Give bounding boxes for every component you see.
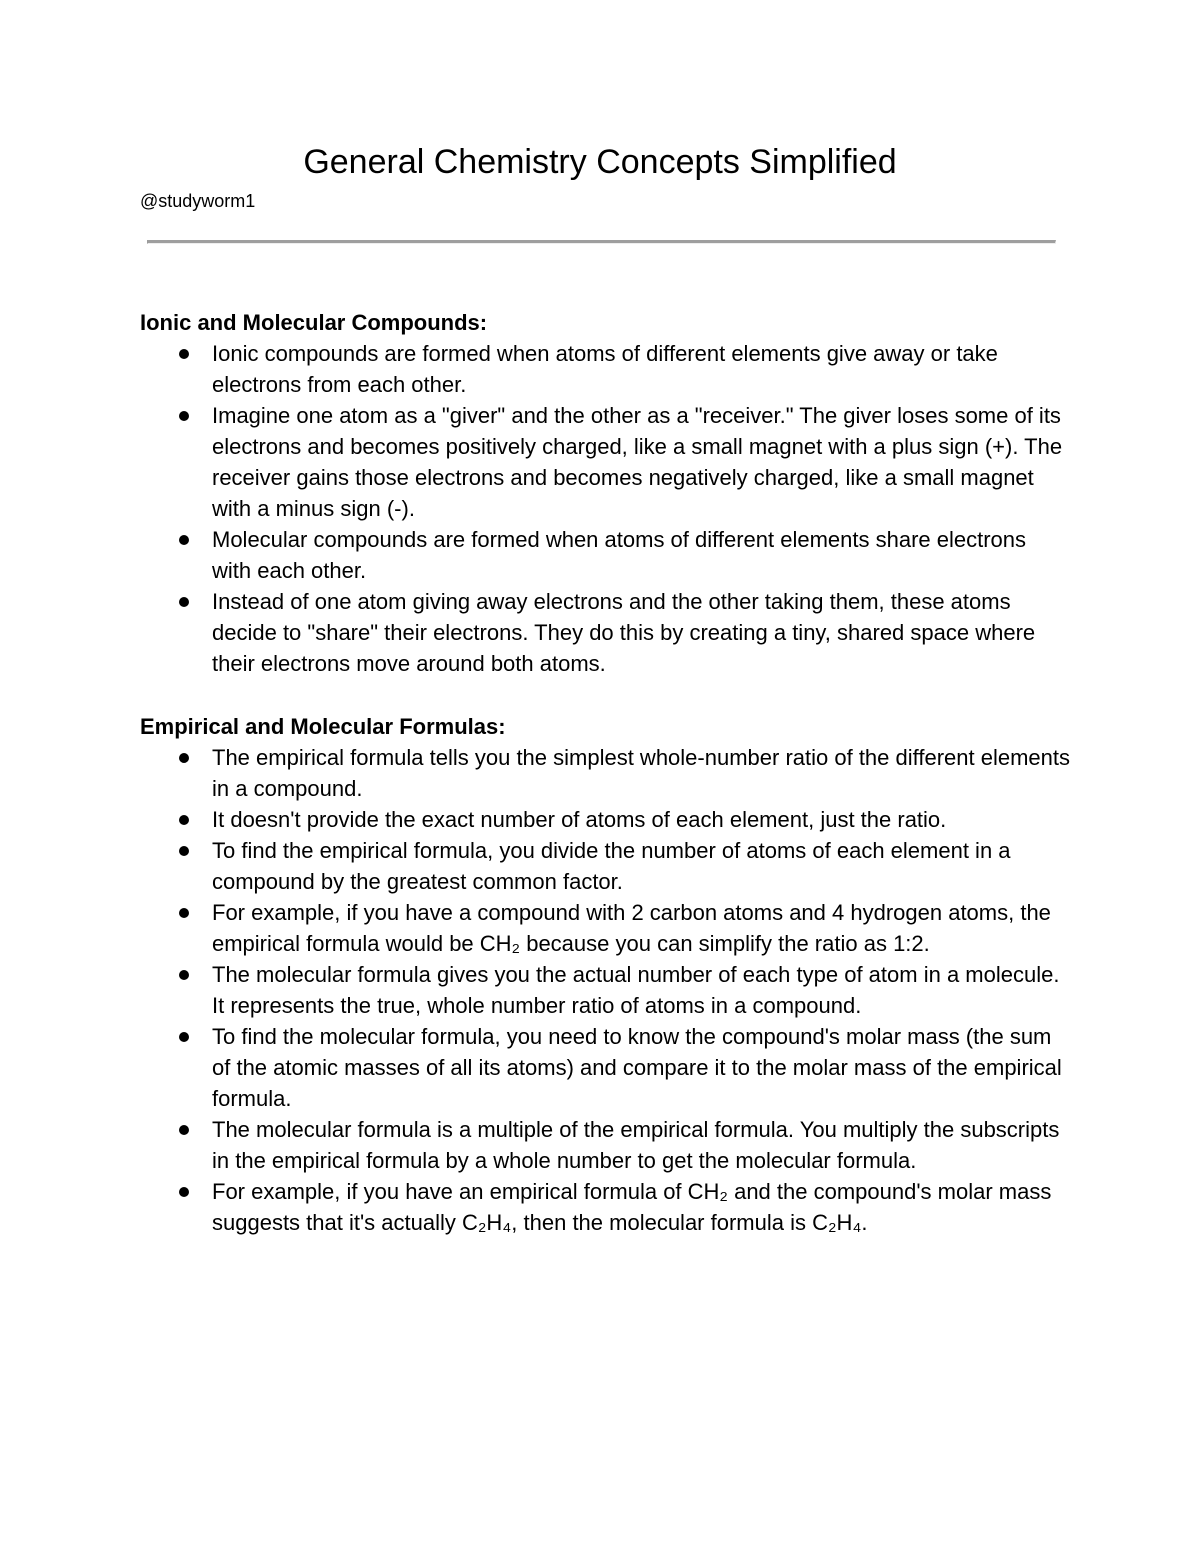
bullet-list	[140, 742, 1070, 1238]
section-empirical-molecular-formulas	[140, 711, 1070, 1238]
bullet-icon	[179, 846, 189, 856]
list-item	[140, 1176, 1070, 1238]
list-item-text: The empirical formula tells you the simplest whole-number ratio of the different elements in a compound.	[212, 745, 1070, 801]
section-heading: Ionic and Molecular Compounds:	[140, 310, 488, 335]
bullet-list	[140, 338, 1070, 679]
document-title: General Chemistry Concepts Simplified	[303, 143, 897, 181]
bullet-icon	[179, 597, 189, 607]
list-item	[140, 524, 1070, 586]
bullet-icon	[179, 815, 189, 825]
list-item	[140, 897, 1070, 959]
bullet-icon	[179, 1032, 189, 1042]
list-item	[140, 586, 1070, 679]
bullet-icon	[179, 349, 189, 359]
list-item	[140, 1114, 1070, 1176]
list-item	[140, 804, 1070, 835]
list-item	[140, 400, 1070, 524]
title-divider	[147, 240, 1056, 244]
bullet-icon	[179, 1187, 189, 1197]
list-item-text: The molecular formula gives you the actual number of each type of atom in a molecule. It represents the true, whole number ratio of atoms in a compound.	[212, 962, 1060, 1018]
list-item	[140, 338, 1070, 400]
list-item-text: To find the empirical formula, you divide the number of atoms of each element in a compound by the greatest common factor.	[212, 838, 1011, 894]
list-item-text: Ionic compounds are formed when atoms of different elements give away or take electrons from each other.	[212, 341, 998, 397]
bullet-icon	[179, 753, 189, 763]
bullet-icon	[179, 970, 189, 980]
bullet-icon	[179, 1125, 189, 1135]
list-item-text: Molecular compounds are formed when atoms of different elements share electrons with each other.	[212, 527, 1027, 583]
list-item-text: The molecular formula is a multiple of the empirical formula. You multiply the subscripts in the empirical formula by a whole number to get the molecular formula.	[212, 1117, 1060, 1173]
bullet-icon	[179, 535, 189, 545]
list-item	[140, 1021, 1070, 1114]
list-item	[140, 742, 1070, 804]
list-item	[140, 835, 1070, 897]
author-handle: @studyworm1	[140, 191, 256, 211]
list-item	[140, 959, 1070, 1021]
bullet-icon	[179, 411, 189, 421]
list-item-text: For example, if you have a compound with 2 carbon atoms and 4 hydrogen atoms, the empirical formula would be CH₂ because you can simplify the ratio as 1:2.	[212, 900, 1051, 956]
section-heading: Empirical and Molecular Formulas:	[140, 714, 506, 739]
list-item-text: To find the molecular formula, you need to know the compound's molar mass (the sum of the atomic masses of all its atoms) and compare it to the molar mass of the empirical formula.	[212, 1024, 1062, 1111]
list-item-text: Imagine one atom as a "giver" and the other as a "receiver." The giver loses some of its electrons and becomes positively charged, like a small magnet with a plus sign (+). The receiver gains those electrons and becomes negatively charged, like a small magnet with a minus sign (-).	[212, 403, 1063, 521]
bullet-icon	[179, 908, 189, 918]
section-ionic-molecular-compounds	[140, 307, 1070, 679]
list-item-text: Instead of one atom giving away electrons and the other taking them, these atoms decide to "share" their electrons. They do this by creating a tiny, shared space where their electrons move around both atoms.	[212, 589, 1036, 676]
list-item-text: It doesn't provide the exact number of atoms of each element, just the ratio.	[212, 807, 947, 832]
list-item-text: For example, if you have an empirical formula of CH₂ and the compound's molar mass suggests that it's actually C₂H₄, then the molecular formula is C₂H₄.	[212, 1179, 1052, 1235]
